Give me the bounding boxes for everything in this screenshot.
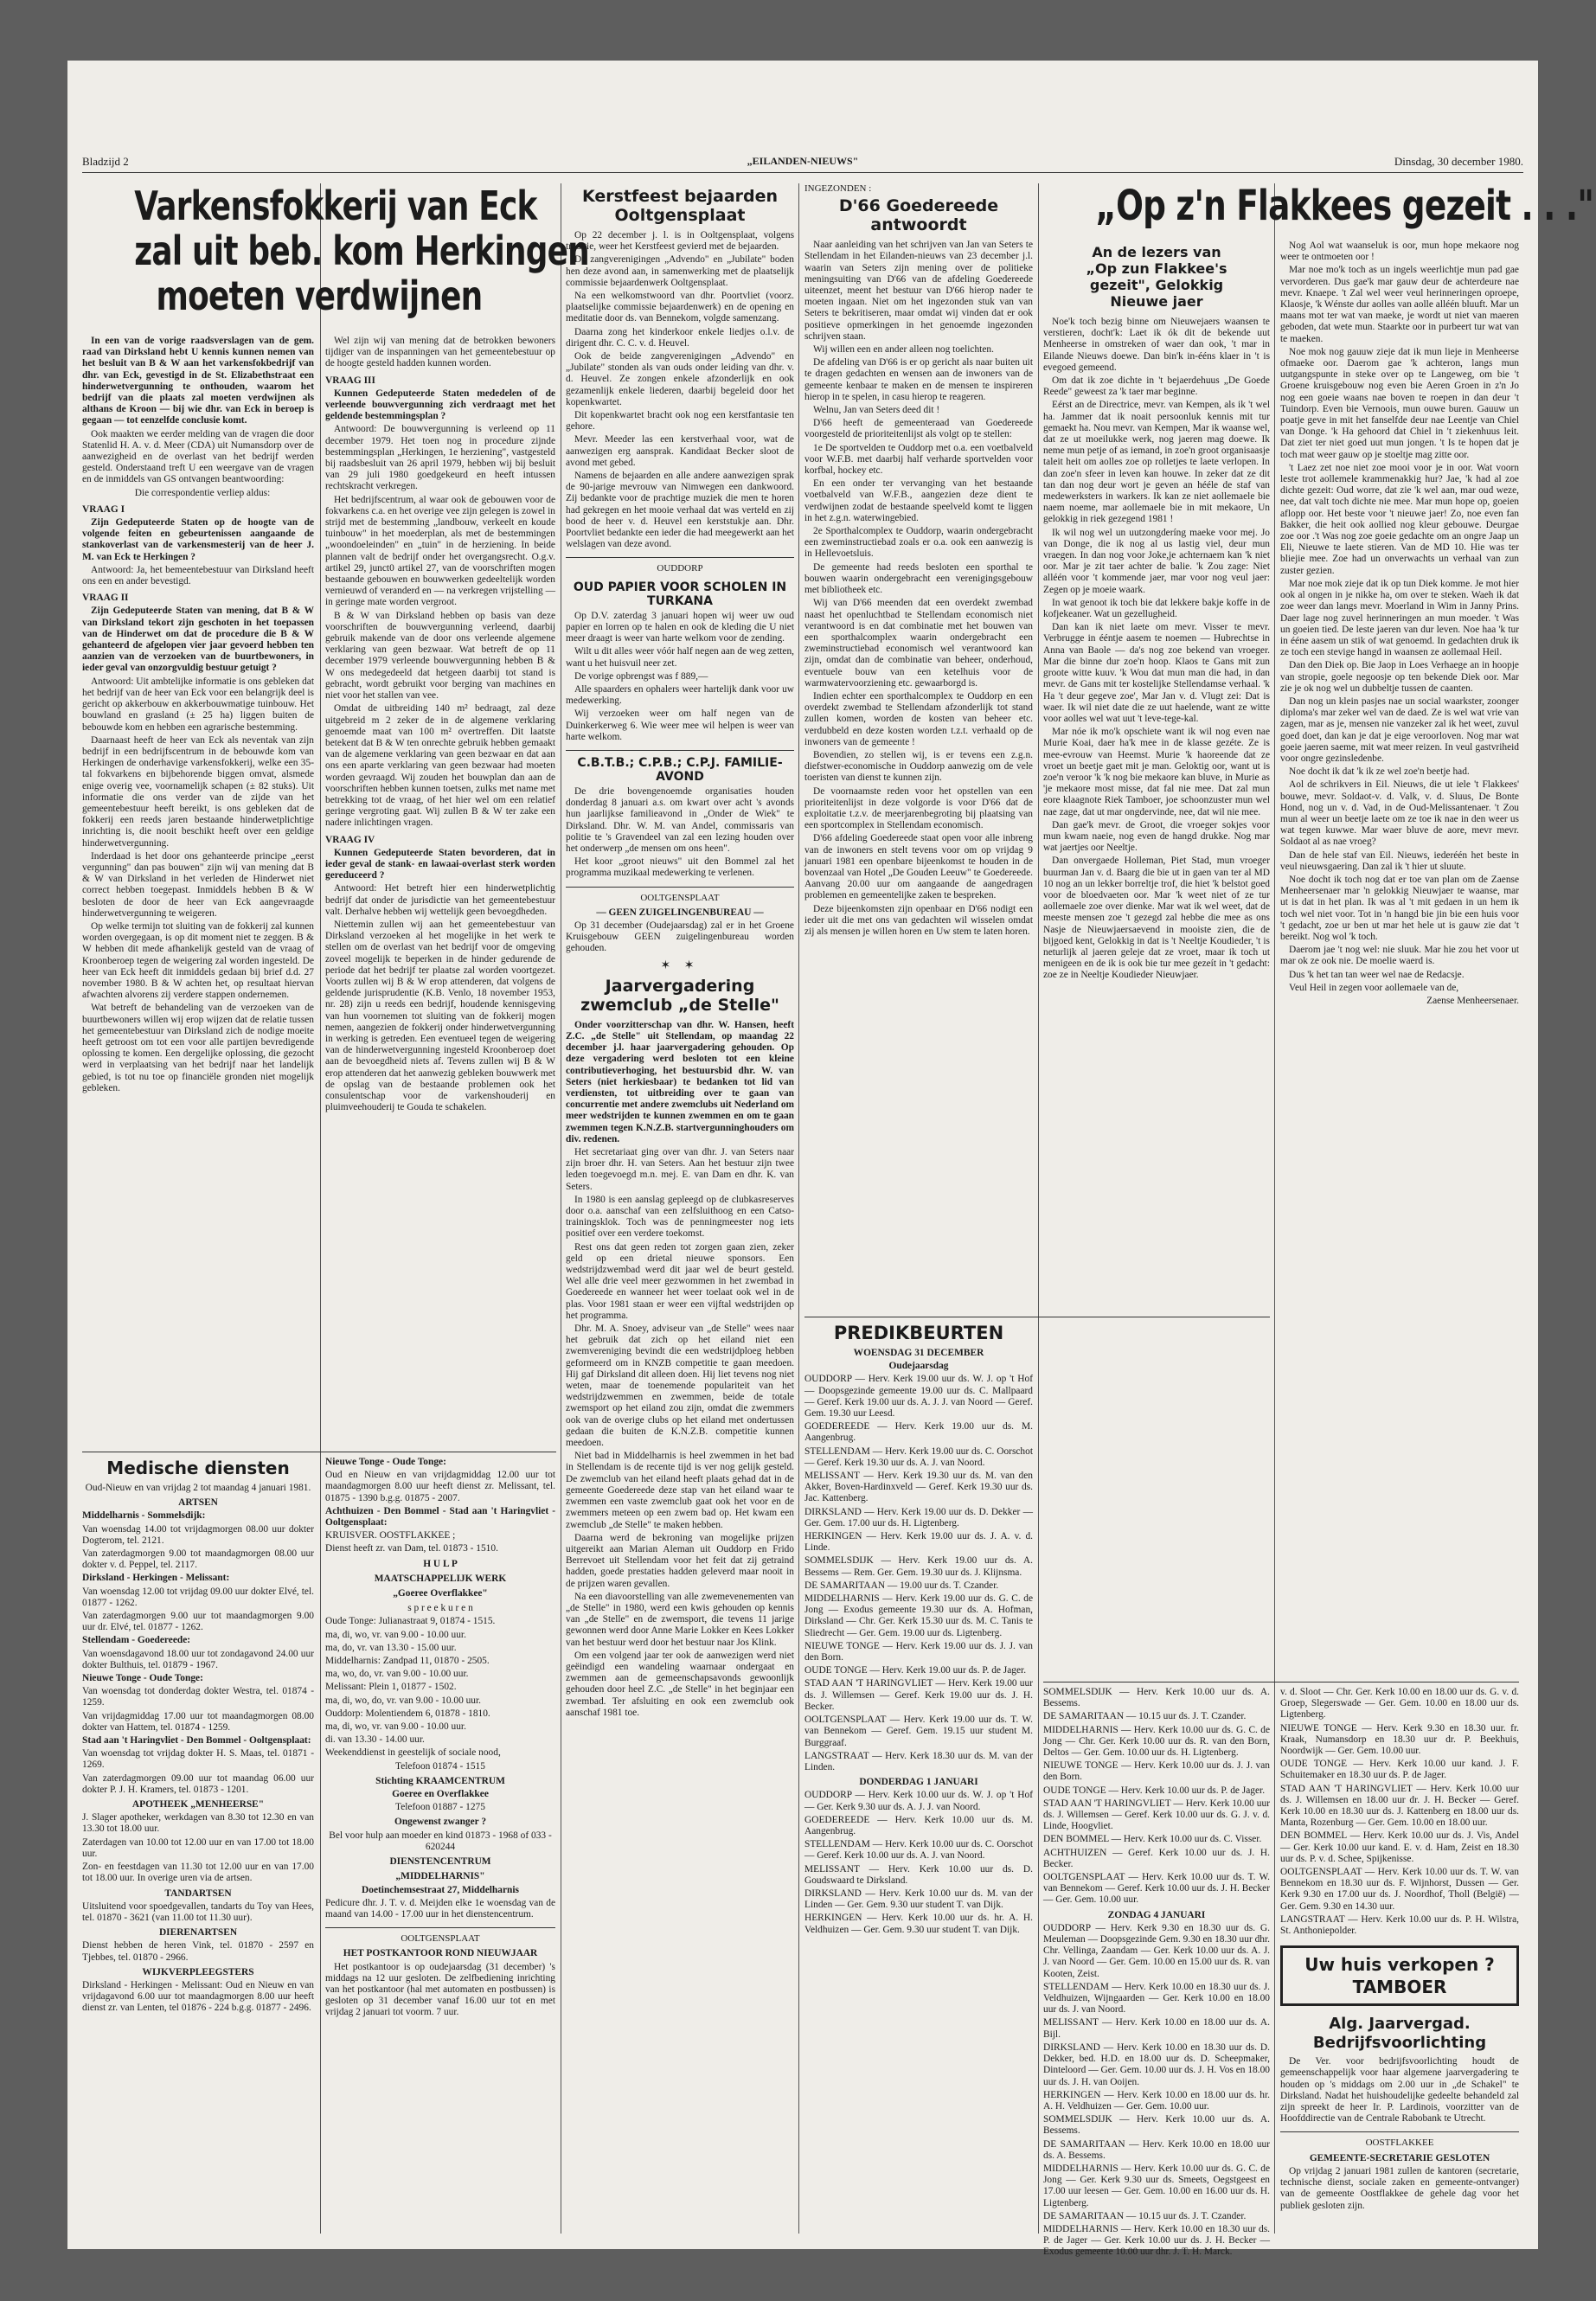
flakkees-p: Nog Aol wat waanseluk is oor, mun hope mekaore nog weer te ontmoeten oor ! (1280, 240, 1519, 263)
vraag-2-heading: VRAAG II (82, 593, 129, 604)
tandartsen-heading: TANDARTSEN (164, 1888, 232, 1899)
predik-line: LANGSTRAAT — Herv. Kerk 18.30 uur ds. M. van der Linden. (804, 1750, 1033, 1772)
column-3 (566, 183, 794, 2234)
varkens-lead: In een van de vorige raadsverslagen van de gem. raad van Dirksland hebt U kennis kunnen nemen van het besluit van B & W aan het varkensfokbedrijf van dhr. van Eck, gevestigd in de St. Elizabethstraat een hinderwetvergunning te onthouden, waarom het bedrijf van die plaats zal moeten verdwijnen als althans de Kroon — bij wie dhr. van Eck in beroep is gegaan — tot eenzelfde conclusie komt. (82, 336, 314, 426)
d66-p: Deze bijeenkomsten zijn openbaar en D'66 nodigt een ieder uit die met ons van gedachten wil wisselen omdat zij als mensen je willen horen en Uw stem te laten horen. (804, 903, 1033, 937)
vraag-2-question: Zijn Gedeputeerde Staten van mening, dat B & W van Dirksland tekort zijn geschoten in het toepassen van de Hinderwet om dat de procedure die B & W gehanteerd de afgelopen vier jaar gevoerd hebben ten aanzien van de verzoeken van de buurtbewoners, in ieder geval van onzorgvuldig bestuur getuigt ? (82, 606, 314, 674)
medische-diensten-2 (325, 1457, 555, 2235)
d66-p: Indien echter een sporthalcomplex te Ouddorp en een overdekt zwembad te Stellendam afzonderlijk tot stand zullen komen, worden de kosten van beheer etc. verdubbeld en deze kosten worden t.z.t. verhaald op de inwoners van de gemeente ! (804, 690, 1033, 747)
dierenartsen-heading: DIERENARTSEN (158, 1927, 238, 1939)
predik-line: OUDE TONGE — Herv. Kerk 10.00 uur kand. J. F. Schuitemaker en 18.30 uur ds. P. de Jager. (1280, 1759, 1519, 1781)
spreek-line: ma, di, wo, do, vr. van 9.00 - 10.00 uur. (325, 1695, 482, 1706)
dienstencentrum-address: Doetinchemsestraat 27, Middelharnis (362, 1884, 519, 1895)
kerst-p: Mevr. Meeder las een kerstverhaal voor, wat de aanwezigen erg aansprak. Kandidaat Becker sloot de avond met gebed. (566, 434, 794, 468)
flakkees-p: 't Laez zet noe niet zoe mooi voor je in oor. Wat voorn leste trot aollemele krammenakkig hur? Jae, 'k had al zoe dichte gezeit: Oud worre, dat zie 'k wel aan, mar oud weze, nee, dat valt toch dichte nie mee. Mar mun hope op, goeien aflopp oor. Het beste voor 't nieuwe jaer! Zo, noe even fan Bakker, die heit ook aollied nog kleur gebouwe. Deurgae zoe oor .'t Was nog zoe goeie gedachte om an ongre Jaap un Eli, Nieuwe te laete stieren. Van de MD 10. Hie was ter bliejie mee. Zoe had un onverwachts un verhaal van zun zuster gezien. (1280, 462, 1519, 576)
med-line: Stellendam - Goedereede: (82, 1635, 191, 1646)
artsen-heading: ARTSEN (178, 1497, 218, 1509)
d66-p: De voornaamste reden voor het opstellen van een prioriteitenlijst in deze volgorde is voor D'66 dat de exploitatie t.z.v. de meerjarenbegroting bij plaatsing van een sportcomplex in Stellendam economisch. (804, 785, 1033, 831)
med-line: Van woensdag tot donderdag dokter Westra, tel. 01874 - 1259. (82, 1686, 314, 1708)
predik-line: STELLENDAM — Herv. Kerk 10.00 en 18.30 uur ds. J. Veldhuizen, Wijngaarden — Ger. Kerk 10.00 en 18.00 uur ds. J. van Noord. (1043, 1981, 1270, 2016)
spreek-line: ma, wo, do, vr. van 9.00 - 10.00 uur. (325, 1669, 469, 1680)
alg-title-1: Alg. Jaarvergad. (1329, 2015, 1471, 2034)
vraag-3-question: Kunnen Gedeputeerde Staten mededelen of de verleende bouwvergunning zich verdraagt met het geldende bestemmingsplan ? (325, 388, 555, 422)
varkens-title-1: Varkensfokkerij van Eck (134, 183, 537, 229)
predik-line: DIRKSLAND — Herv. Kerk 10.00 uur ds. M. van der Linden — Ger. Gem. 9.30 uur student T. van Dijk. (804, 1888, 1033, 1911)
vraag-2-answer: Antwoord: Uit ambtelijke informatie is ons gebleken dat het bedrijf van de heer van Eck voor een belangrijk deel is gericht op akkerbouw en akkerbouwmatige tuinbouw. Het bouwland en grasland (± 25 ha) liggen buiten de bebouwde kom en hebben een agrarische bestemming. (82, 676, 314, 733)
predik-line: v. d. Sloot — Chr. Ger. Kerk 10.00 en 18.00 uur ds. G. v. d. Groep, Slegerswade — Ger. Gem. 10.00 en 18.00 uur ds. Ligtenberg. (1280, 1687, 1519, 1721)
med-line: Van zaterdagmorgen 9.00 uur tot maandagmorgen 9.00 uur dr. Elvé, tel. 01877 - 1262. (82, 1611, 314, 1633)
dienstencentrum-heading-2: „MIDDELHARNIS" (395, 1871, 485, 1882)
tamboer-ad (1280, 1945, 1519, 2006)
zondag-heading: ZONDAG 4 JANUARI (1107, 1909, 1206, 1920)
zwem-p: Het secretariaat ging over van dhr. J. van Seters naar zijn broer dhr. H. van Seters. Aan het bestuur zijn twee leden toegevoegd m.n. mej. E. van Dam en dhr. K. van Seters. (566, 1147, 794, 1192)
predik-line: LANGSTRAAT — Herv. Kerk 10.00 uur ds. P. H. Wilstra, St. Anthoniepolder. (1280, 1913, 1519, 1937)
predik-line: MIDDELHARNIS — Herv. Kerk 10.00 uur ds. G. C. de Jong — Ger. Kerk 9.30 uur ds. Smeets, Oegstgeest en 17.00 uur leesen — Ger. Gem. 10.00 en 16.00 uur ds. H. Ligtenberg. (1043, 2163, 1270, 2208)
woensdag-heading: WOENSDAG 31 DECEMBER (853, 1348, 984, 1358)
flakkees-p: Mar noe mok zieje dat ik op tun Diek komme. Je mot hier ook al ongen in je nikke ha, om over te steken. Waeh ik dat zoe weer dan langs mevr. Moerland in Wim in Janny Prins. Daer lage nog zuvel herinneringen an mun moeder. 't Was un goeien tied. De leste jaeren van dur leven. Noe haa 'k tur in ééne aasem un stik of wat genoemd. In gedachten druk ik ze toch een stevige hangd in waansen ze aollemaal Heil. (1280, 578, 1519, 658)
predik-line: MELISSANT — Herv. Kerk 10.00 en 18.00 uur ds. A. Bijl. (1043, 2017, 1270, 2040)
flakkees-p: Dan de hele staf van Eil. Nieuws, iederéén het beste in veul nieuwsgaering. Dan zal ik 't hier ut sluute. (1280, 849, 1519, 872)
donderdag-heading: DONDERDAG 1 JANUARI (859, 1777, 978, 1788)
predik-line: DEN BOMMEL — Herv. Kerk 10.00 uur ds. C. Visser. (1043, 1834, 1262, 1845)
vraag-4-answer: Antwoord: Het betreft hier een hinderwetplichtig bedrijf dat onder de jurisdictie van het gemeentebestuur valt. Derhalve hebben wij wettelijk geen bevoegdheden. (325, 883, 555, 917)
flakkees-p: Ik wil nog wel un uutzongderíng maeke voor mej. Jo van Donge, die ik nog al us lastig viel, deur mun vraegen. In dan nog voor Joke,je achternaem kan 'k niet oor. Mar je zit taer achter de balie. 'k Zou zage: Niet alléén voor 't kommende jaer, mar voor nog veul jaer: Zegen op je moeie waark. (1043, 527, 1270, 595)
spreek-line: di. van 13.30 - 14.00 uur. (325, 1734, 425, 1746)
d66-p: En een onder ter vervanging van het bestaande voetbalveld van W.F.B., aangezien deze dient te verdwijnen zodat de bestaande speelveld komt te liggen in het z.g.n. waterwingebied. (804, 478, 1033, 523)
predik-line: SOMMELSDIJK — Herv. Kerk 19.00 uur ds. A. Bessems — Rem. Ger. Gem. 19.30 uur ds. J. Klijnsma. (804, 1555, 1033, 1578)
vraag-1-question: Zijn Gedeputeerde Staten op de hoogte van de volgende feiten en gebeurtenissen aangaande de stankoverlast van de varkensmesterij van de heer J. M. van Eck te Herkingen ? (82, 517, 314, 562)
d66-p: 2e Sporthalcomplex te Ouddorp, waarin ondergebracht een zweminstructiebad zoals er o.a. ook een aanwezig is in Hellevoetsluis. (804, 526, 1033, 560)
flakkees-p: Noe docht ik dat 'k ik ze wel zoe'n beetje had. (1289, 766, 1470, 778)
zwem-title-1: Jaarvergadering (605, 976, 755, 996)
d66-p: 1e De sportvelden te Ouddorp met o.a. een voetbalveld voor W.F.B. met daarbij half verharde sportvelden voor korfbal, hockey etc. (804, 442, 1033, 477)
flakkees-title: „Op z'n Flakkees gezeit . . ." (1095, 182, 1594, 230)
papier-p: De vorige opbrengst was f 889,— (574, 670, 708, 682)
kraam-heading: Stichting KRAAMCENTRUM (375, 1775, 505, 1786)
d66-p: De gemeente had reeds besloten een sporthal te bouwen waarin ondergebracht een verenigingsgebouw met bibliotheek etc. (804, 561, 1033, 596)
apotheek-line: Zaterdagen van 10.00 tot 12.00 uur en van 17.00 tot 18.00 uur. (82, 1836, 314, 1859)
zuigeling-title: — GEEN ZUIGELINGENBUREAU — (596, 907, 764, 918)
kerst-p: Daarna zong het kinderkoor enkele liedjes o.l.v. de dirigent dhr. C. C. v. d. Heuvel. (566, 326, 794, 349)
kerst-p: Dit kopenkwartet bracht ook nog een kerstfantasie ten gehore. (566, 410, 794, 433)
varkens-c2p2: Het bedrijfscentrum, al waar ook de gebouwen voor de fokvarkens c.a. en het overige vee zijn gelegen is zowel in strijd met de bestemming „landbouw, verkeelt en koude tuinbouw" in het moederplan, als met de bestemmingen „woondoeleinden" en „tuin" in de herziening. In beide plannen valt de bedrijf onder het overgangsrecht. O.g.v. artikel 29, junct0 artikel 27, van de voorschriften mogen bestaande gebouwen en bouwwerken gedeeltelijk worden vernieuwd of veranderd en — na verkregen vrijstelling — in geringe mate worden vergroot. (325, 494, 555, 608)
predik-line: OOLTGENSPLAAT — Herv. Kerk 19.00 uur ds. T. W. van Bennekom — Geref. Gem. 19.15 uur student M. Burggraaf. (804, 1715, 1033, 1748)
dierenartsen-line: Dienst hebben de heren Vink, tel. 01870 - 2597 en Tjebbes, tel. 01870 - 2966. (82, 1940, 314, 1963)
spreek-line: ma, do, vr. van 13.30 - 15.00 uur. (325, 1642, 457, 1653)
varkens-title-3: moeten verdwijnen (156, 272, 483, 319)
page-date: Dinsdag, 30 december 1980. (1394, 155, 1523, 168)
kerst-p: De zangverenigingen „Advendo" en „Jubilate" boden hen deze avond aan, in samenwerking met de plaatselijk commissie bejaardenwerk Ooltgensplaat. (566, 254, 794, 288)
tandartsen-line: Uitsluitend voor spoedgevallen, tandarts du Toy van Hees, tel. 01870 - 3621 (van 11.00 tot 11.30 uur). (82, 1900, 314, 1923)
med2-line: Oud en Nieuw en van vrijdagmiddag 12.00 uur tot maandagmorgen 8.00 uur heeft dienst zr. Melissant, tel. 01875 - 1390 b.g.g. 01875 - 2007. (325, 1470, 555, 1503)
predik-line: MELISSANT — Herv. Kerk 10.00 uur ds. D. Goudswaard te Dirksland. (804, 1863, 1033, 1886)
kraam-line-2: Goeree en Overflakkee (392, 1789, 489, 1800)
kerst-title-1: Kerstfeest bejaarden (581, 187, 779, 206)
predik-line: STELLENDAM — Herv. Kerk 19.00 uur ds. C. Oorschot — Geref. Kerk 19.30 uur ds. A. J. van Noord. (804, 1445, 1033, 1468)
postkantoor-body: Het postkantoor is op oudejaarsdag (31 december) 's middags na 12 uur gesloten. De zelfbediening inrichting van het postkantoor (hal met automaten en postbussen) is gesloten op 31 december vanaf 16.00 uur tot en met vrijdag 2 januari tot voorm. 7 uur. (325, 1961, 555, 2018)
spreek-line: Ouddorp: Molentiendem 6, 01878 - 1810. (325, 1708, 490, 1719)
spreek-line: Middelharnis: Zandpad 11, 01870 - 2505. (325, 1656, 490, 1667)
papier-p: Wij verzoeken weer om half negen van de Duinkerkerweg 6. Wie weer mee wil helpen is weer van harte welkom. (566, 708, 794, 742)
spreek-line: Weekenddienst in geestelijk of sociale nood, (325, 1747, 501, 1759)
vraag-1-heading: VRAAG I (82, 503, 125, 515)
column-5 (1043, 240, 1270, 1683)
d66-p: Wij van D'66 meenden dat een overdekt zwembad naast het openluchtbad te Stellendam economisch niet verantwoord is en dat combinatie met het bouwen van een sporthalcomplex waarin ondergebracht een zweminstructiebad economisch wel verantwoord kan zijn, omdat dan de combinatie van beheer, onderhoud, eventuele bouw van een ketelhuis voor de warmwatervoorziening etc. gewaarborgd is. (804, 598, 1033, 689)
predik-line: STAD AAN 'T HARINGVLIET — Herv. Kerk 10.00 uur ds. J. Willemsen en 18.00 uur dr. J. H. Becker — Geref. Kerk 10.00 en 18.30 uur ds. J. Kattenberg en 18.00 uur ds. Manta, Rozenburg — Ger. Gem. 10.00 en 18.00 uur. (1280, 1783, 1519, 1829)
varkens-p5: Op welke termijn tot sluiting van de fokkerij zal kunnen worden overgegaan, is op dit moment niet te zeggen. B & W hebben dit mede afhankelijk gesteld van de vraag of Kroonberoep tegen de weigering zal worden ingesteld. De heer van Eck heeft dit inmiddels gedaan bij brief d.d. 27 november 1980. B & W achten het, op resultaat hiervan afwachten alvorens zij verdere stappen ondernemen. (82, 920, 314, 1001)
med-line: Van zaterdagmorgen 09.00 uur tot maandag 06.00 uur dokter P. J. H. Kramers, tel. 01873 - 1201. (82, 1772, 314, 1795)
flakkees-p: Mar noe mo'k toch as un ingels weerlichtje mun pad gae vervorderen. Dus gae'k mar gauw deur de achterdeure nae mevr. Knaepe. 't Zal wel weer veul herinneringen oproepe, Klaosje, 'k Wénste dur aolles van aolle alléén bluuft. Mar un maans mot ter wat van maeke, je wordt ut niet van maeren geboden, dat wete mun. Staarkte oor in purbeert tur wat van te maeken. (1280, 265, 1519, 344)
spreek-line: Melissant: Plein 1, 01877 - 1502. (325, 1682, 457, 1693)
hulp-heading: H U L P (423, 1558, 458, 1569)
apotheek-heading: APOTHEEK „MENHEERSE" (131, 1799, 265, 1811)
predik-line: OOLTGENSPLAAT — Herv. Kerk 10.00 uur ds. T. W. van Bennekom en 18.30 uur ds. F. Wijnhorst, Dussen — Ger. Kerk 9.30 en 17.00 uur ds. J. Noordhof, Tholl (België) — Ger. Gem. 9.30 en 14.30 uur. (1280, 1867, 1519, 1912)
flakkees-p: Dan gae'k mevr. de Groot, die vroeger sokjes voor mun kwam naeie, nog even de hangd drukke. Nog mar wat jaertjes oor Neeltje. (1043, 819, 1270, 854)
papier-p: Wilt u dit alles weer vóór half negen aan de weg zetten, want u het huisvuil neer zet. (566, 646, 794, 669)
flakkees-p: Dan nog un klein pasjes nae un social waarkster, zoonger diploma's mar zeker wel van de daed. Ze is wel wat vrie van zagen, mar as je, mensen nie vanzeker zal ik het weet, zuvul goed doet, dan kan je dat je eige veroorloven. Nog mar wat goeie jaeren saeme, mit wat meer reizen. In veul gastvriheid voor ongre gezinsledenbe. (1280, 695, 1519, 764)
vraag-4-heading: VRAAG IV (325, 834, 375, 845)
flakkees-p: Dan kan ik niet laete om mevr. Visser te mevr. Verbrugge in ééntje aasem te noemen — Hubrechtse in Anna van Baole — da's nog zoe bekend van vroeger. Mar die binne dur zoe'n hoop. Klaos te Gans mit zun groote witte kuuv. 'k Wou dat mun man die had, in dan mevr. de Gans mit ter kostelijke Stellendamse verhaal. 'k Ha 't deur gegeve zoe', Mar Jan v. d. Vlugt zei: Dat is waer. Ik wil niet date die ze uut haelende, want ze witte voor aolles wel wat uut 't leve-tege-kal. (1043, 622, 1270, 724)
zwanger-line: Bel voor hulp aan moeder en kind 01873 - 1968 of 033 - 620244 (329, 1830, 552, 1852)
med2-line: Achthuizen - Den Bommel - Stad aan 't Haringvliet - Ooltgensplaat: (325, 1505, 555, 1529)
d66-p: D'66 afdeling Goedereede staat open voor alle inbreng van de inwoners en stelt tevens voor om op vrijdag 9 januari 1981 een openbare bijeenkomst te houden in de bovenzaal van Hotel „De Gouden Leeuw" te Goedereede. Aanvang 20.00 uur om aangaande de aangedragen problemen en gemeentelijke zaken te bespreken. (804, 833, 1033, 901)
dienstencentrum-line: Pedicure dhr. J. T. v. d. Meijden elke 1e woensdag van de maand van 14.00 - 17.00 uur in het dienstencentrum. (325, 1897, 555, 1920)
apotheek-line: Zon- en feestdagen van 11.30 tot 12.00 uur en van 17.00 tot 18.00 uur. In overige uren via de artsen. (82, 1862, 314, 1884)
med2-line: KRUISVER. OOSTFLAKKEE ; (325, 1530, 456, 1541)
med-line: Middelharnis - Sommelsdijk: (82, 1510, 206, 1522)
flakkees-p: Daerom jae 't nog wel: nie sluuk. Mar hie zou het voor ut mar ok ze ook nie. De moelie waerd is. (1280, 945, 1519, 967)
varkens-p3: Daarnaast heeft de heer van Eck als neventak van zijn bedrijf in een bedrijfscentrum in de bebouwde kom van Herkingen de onderhavige varkensfokkerij, welke een 35-tal fokvarkens en bijbehorende biggen omvat, alsmede enige overig vee, voornamelijk schapen (± 82 stuks). Uit informatie die ons verder van de zijde van het gemeentebestuur heeft bereikt, is ons gebleken dat de fokkerij een reeds jaren bestaande hinderwetplichtige inrichting is, die nooit beschikt heeft over een geldige hinderwetvergunning. (82, 734, 314, 849)
flakkees-p: Dan onvergaede Holleman, Piet Stad, mun vroeger buurman Jan v. d. Baarg die bie ut in gaen van ter al MD 10 nog an un lekker borreltje trof, die hiet 'k belstot goed voor de bloedvaeten oor. Mar 'k weet niet of ze tur aollemaele zoe over dienke. Mar wat ik wel weet, dat de meeste mensen zoe 't gezegd zal hebbe die mee as ons Nasje de Nieuwjaersaevend in mooiste zien, die de bijgoed kent, Gelokkig in dat is 't Neeltje Koudieder, 't is neturlijk al jaeren geleje dat ze vroet, maar ik toch ut menigeen en de ik is ook bie tur mee gezeít in 't gedacht: zoe ze in Neeltje Koudieder Nieuwjaer. (1043, 856, 1270, 981)
newspaper-page (67, 61, 1594, 2258)
d66-p: Welnu, Jan van Seters deed dit ! (813, 405, 940, 416)
zwem-p: Na een diavoorstelling van alle zwemevenementen van „de Stelle" in 1980, werd een kwis gehouden op kennis van „de Stelle" en de zwemsport, die tevens 11 jarige gewonnen werd door Anne Marie Lokker en Kees Lokker van het bestuur werd door het bestuur naar Jos Klink. (566, 1591, 794, 1648)
predik-line: HERKINGEN — Herv. Kerk 10.00 uur ds. hr. A. H. Veldhuizen — Ger. Gem. 9.30 uur student T. van Dijk. (804, 1913, 1033, 1935)
spreekuren-heading: s p r e e k u r e n (407, 1603, 473, 1614)
predik-line: SOMMELSDIJK — Herv. Kerk 10.00 uur ds. A. Bessems. (1043, 2114, 1270, 2137)
vraag-3-heading: VRAAG III (325, 375, 375, 386)
med-line: Van woensdag 12.00 tot vrijdag 09.00 uur dokter Elvé, tel. 01877 - 1262. (82, 1586, 314, 1608)
alg-title-2: Bedrijfsvoorlichting (1312, 2034, 1487, 2053)
flakkees-sub-4: Nieuwe jaer (1110, 293, 1203, 310)
flakkees-p: Aol de schrikvers in Eil. Nieuws, die ut iele 't Flakkees' bouwe, mevr. Soldaot-v. d. Valk, v. d. Sluus, De Bonte Hond, nog un v. d. Vad, in de Oud-Melissantenaer. 't Zou mun al weer un beetje laete om ze toe ik nae in den weer us wat tegen kuwwe. Mar waer bluve de aore, mevr mevr. Soldaot al as nae vroeg? (1280, 779, 1519, 848)
predik-line: GOEDEREEDE — Herv. Kerk 10.00 uur ds. M. Aangenbrug. (804, 1814, 1033, 1836)
flakkees-p: Noe mok nog gauuw zieje dat ik mun lieje in Menheerse ofmaeke oor. Daerom gae 'k achteron, langs mun uutgangspunte in steke over op te Langeweg, om bie 't Groene kruisgebouw nog even bie Aeren Groen in z'n Jo nog een goeie waans nae boven te roepen in dan deur 't Tuindorp. Even bie Vernoois, mun ouwe buren. Gauuw un poatje geve in mit het fanselfde deur nae Leentje van Chiel van Donge. 'k Ha gehoord dat Chiel in 't ziekenhuus leit. Dat ziet ter niet goed uut mun jongen. 't Is te hopen dat je toch mat weer gauw op je stoeltje mag zitte oor. (1280, 346, 1519, 460)
predik-line: NIEUWE TONGE — Herv. Kerk 19.00 uur ds. J. J. van den Born. (804, 1640, 1033, 1663)
papier-p: Alle spaarders en ophalers weer hartelijk dank voor uw medewerking. (566, 683, 794, 707)
flakkees-p: Om dat ik zoe dichte in 't bejaerdehuus „De Goede Reede" geweest za 'k taer mar beginne. (1043, 375, 1270, 398)
med-line: Nieuwe Tonge - Oude Tonge: (82, 1673, 203, 1684)
medische-title: Medische diensten (106, 1458, 290, 1478)
predik-line: DE SAMARITAAN — 10.15 uur ds. J. T. Czander. (1043, 2210, 1247, 2221)
varkens-c2p1: Wel zijn wij van mening dat de betrokken bewoners tijdiger van de inspanningen van het gemeentebestuur op de hoogte gesteld hadden kunnen worden. (325, 336, 555, 369)
spreek-line: ma, di, wo, vr. van 9.00 - 10.00 uur. (325, 1629, 466, 1640)
d66-title-1: D'66 Goedereede (838, 196, 999, 216)
wijk-line: Dirksland - Herkingen - Melissant: Oud en Nieuw en van vrijdagavond 6.00 uur tot maandagmorgen 8.00 uur heeft dienst zr. van Lenten, tel 01876 - 224 b.g.g. 01877 - 2496. (82, 1979, 314, 2014)
flakkees-sub-1: An de lezers van (1092, 244, 1221, 260)
med2-line: Nieuwe Tonge - Oude Tonge: (325, 1457, 446, 1467)
kraam-line-3: Telefoon 01887 - 1275 (395, 1802, 485, 1813)
d66-kicker: INGEZONDEN : (804, 183, 872, 194)
tamboer-ad-line-1: Uw huis verkopen ? (1304, 1954, 1495, 1976)
med-line: Dirksland - Herkingen - Melissant: (82, 1573, 230, 1584)
predik-line: DEN BOMMEL — Herv. Kerk 10.00 uur ds. J. Vis, Andel — Ger. Kerk 10.00 uur kand. E. v. d. Ham, Zeist en 18.30 uur ds. P. v. d. Schee, Spijkenisse. (1280, 1830, 1519, 1864)
predik-line: HERKINGEN — Herv. Kerk 10.00 en 18.00 uur ds. hr. A. H. Veldhuizen — Ger. Gem. 10.00 uur. (1043, 2089, 1270, 2112)
varkens-title-2: zal uit beb. kom Herkingen (134, 228, 589, 274)
flakkees-p: Mar nóe ik mo'k opschiete want ik wil nog even nae Murie Koai, daer ha'k mee in de klasse gezéte. Ze is mee-evrouw van Heemst. Murie 'k haoreende dat ze vroet un beetje gaet mit je man. Geloktig oor, want ut is zoe'n veroor 'k 'k nog bie mekaore kan bluve, in Murie as 'je mekaore most misse, dat fal nie mee. Dat zal mun eore klaagnote Riek Tamboer, joe schoonzuster mun wel nae zage, dat ut mar ongdervinde, nee, dat wil nie mee. (1043, 727, 1270, 817)
column-6 (1280, 240, 1519, 1330)
predikbeurten-2 (1043, 1687, 1270, 2258)
vraag-3-answer: Antwoord: De bouwvergunning is verleend op 11 december 1979. Het toen nog in procedure zijnde bestemmingsplan „Herkingen, 1e herziening", vastgesteld bij raadsbesluit van 26 april 1979, hebben wij bij besluit van 29 juli 1980 goedgekeurd en heeft intussen rechtskracht verkregen. (325, 424, 555, 492)
zuigeling-kicker: OOLTGENSPLAAT (640, 892, 720, 903)
alg-body: De Ver. voor bedrijfsvoorlichting houdt de gemeenschappelijk voor haar algemene jaarvergadering te houden op 's middags om 2.00 uur in „de Schakel" te Dirksland. Nadat het huishoudelijke gedeelte behandeld zal zijn spreekt de heer Ir. P. Lardinois, voorzitter van de Hoofddirectie van de Centrale Rabobank te Utrecht. (1280, 2056, 1519, 2125)
predik-line: OUDE TONGE — Herv. Kerk 10.00 uur ds. P. de Jager. (1043, 1785, 1266, 1796)
flakkees-p: Noe'k toch bezig binne om Nieuwejaers waansen te verstieren, docht'k: Laet ik ók dit de bekende uut Menheerse in omstreken of waer dan ook, 't mar in Eilande Nieuws doewe. Dan bin'k in-ééns klaer in 't is evegoed gemeend. (1043, 317, 1270, 373)
oost-body: Op vrijdag 2 januari 1981 zullen de kantoren (secretarie, technische dienst, sociale zaken en gemeente-ontvanger) van de gemeente Oostflakkee de gehele dag voor het publiek gesloten zijn. (1280, 2165, 1519, 2211)
predik-line: OUDDORP — Herv. Kerk 10.00 uur ds. W. J. op 't Hof — Ger. Kerk 9.30 uur ds. A. J. J. van Noord. (804, 1790, 1033, 1812)
hulp-heading-3: „Goeree Overflakkee" (393, 1588, 488, 1599)
flakkees-p: Noe docht ik toch nog dat er toe van plan om de Zaense Menheersenaer mar 'n gelokkig Nieuwjaer te waanse, mar ut is dat in het plan. Ik was al 't mit gedaen in un hem ik toch wel niet voor. Tot in 'n hangd bie jin bie een huis voor 't gedacht, zoe ur ben ut mar het hele ut is gauw zie dat 't bereikt. Nog wol 'k toch. (1280, 874, 1519, 942)
postkantoor-kicker: OOLTGENSPLAAT (401, 1933, 480, 1945)
med-line: Van vrijdagmiddag 17.00 uur tot maandagmorgen 08.00 dokter van Hattem, tel. 01874 - 1259. (82, 1710, 314, 1733)
med-line: Van woensdag tot vrijdag dokter H. S. Maas, tel. 01871 - 1269. (82, 1748, 314, 1771)
predik-line: MELISSANT — Herv. Kerk 19.30 uur ds. M. van den Akker, Boven-Hardinxveld — Geref. Kerk 19.30 uur ds. Jac. Kattenberg. (804, 1471, 1033, 1504)
star-divider-icon: ✶ ✶ (660, 958, 700, 972)
predik-line: MIDDELHARNIS — Herv. Kerk 19.00 uur ds. G. C. de Jong — Exodus gemeente 19.30 uur ds. A. Hofman, Dirksland — Chr. Ger. Kerk 15.30 uur ds. M. C. Tanis te Sliedrecht — Ger. Gem. 19.00 uur ds. Ligtenberg. (804, 1593, 1033, 1638)
medische-intro: Oud-Nieuw en van vrijdag 2 tot maandag 4 januari 1981. (85, 1483, 311, 1493)
spreek-line: Oude Tonge: Julianastraat 9, 01874 - 1515. (325, 1616, 496, 1627)
predik-line: DE SAMARITAAN — 19.00 uur ds. T. Czander. (804, 1580, 999, 1591)
dienstencentrum-heading: DIENSTENCENTRUM (389, 1856, 491, 1868)
spreek-line: ma, di, wo, vr. van 9.00 - 10.00 uur. (325, 1721, 466, 1733)
predik-line: OUDE TONGE — Herv. Kerk 19.00 uur ds. P. de Jager. (804, 1665, 1027, 1676)
predik-line: STAD AAN 'T HARINGVLIET — Herv. Kerk 19.00 uur ds. J. Willemsen — Geref. Kerk 19.00 uur ds. J. H. Becker. (804, 1678, 1033, 1712)
d66-p: Naar aanleiding van het schrijven van Jan van Seters te Stellendam in het Eilanden-nieuws van 23 december j.l. waarin van Seters zijn mening over de politieke meningsuiting van D'66 van de afdeling Goedereede uiteenzet, meent het bestuur van D'66 hierop nader te moeten ingaan. Niet om het ingezonden stuk van van Seters te bekritiseren, maar omdat wij vinden dat er ook positieve opmerkingen in het genoemde ingezonden schrijven staan. (804, 240, 1033, 342)
varkens-p2: Die correspondentie verliep aldus: (134, 487, 271, 498)
predik-line: NIEUWE TONGE — Herv. Kerk 10.00 uur ds. J. J. van den Born. (1043, 1760, 1270, 1783)
varkens-c2p5: Niettemin zullen wij aan het gemeentebestuur van Dirksland verzoeken al het mogelijke in het werk te stellen om de overlast van het bedrijf voor de omgeving zoveel mogelijk te beperken in de hinder gedurende de periode dat het bedrijf ter plaatse zal worden voortgezet. Voorts zullen wij B & W erop attenderen, dat volgens de geldende jurisprudentie (K.B. Venlo, 18 november 1953, nr. 28) zijn u reeds een bedrijf, houdende kennisgeving van hun voornemen tot sluiting van de fokkerij mogen nemen, aangezien de fokkerij onder hinderwetvergunning in werking is getreden. Een eventueel tegen de weigering van de hinderwetvergunning ingesteld Kroonberoep doet aan de bevoegdheid niets af. Tevens zullen wij B & W erop attenderen dat het aanwezig gebleken bouwwerk met de opslag van de bestaande problemen ook het consulentschap voor de varkenshouderij en pluimveehouderij te Gouda te schakelen. (325, 919, 555, 1113)
flakkees-p: Veul Heil in zegen voor aollemaele van de, (1289, 982, 1459, 993)
d66-p: Wij willen een en ander alleen nog toelichten. (813, 344, 994, 356)
kerst-p: Ook de beide zangverenigingen „Advendo" en „Jubilate" stonden als van ouds onder leiding van dhr. v. d. Heuvel. Ze zongen enkele afzonderlijk en ook gezamenlijk enkele liederen, daarbij begeleid door het kopenkwartet. (566, 351, 794, 407)
tamboer-ad-line-2: TAMBOER (1352, 1977, 1447, 1998)
kerst-p: Namens de bejaarden en alle andere aanwezigen sprak de 90-jarige mevrouw van Nimwegen een dankwoord. Zij bedankte voor de prachtige muziek die men te horen had gekregen en het mooie verhaal dat was verteld en zij bood de heer v. d. Heuvel een kerststukje aan. Dhr. Poortvliet bedankte een ieder die had meegewerkt aan het welslagen van deze avond. (566, 471, 794, 550)
paper-title: „EILANDEN-NIEUWS" (747, 155, 859, 167)
column-6-lower (1280, 1687, 1519, 2234)
kerst-title-2: Ooltgensplaat (614, 206, 746, 225)
med-line: Van zaterdagmorgen 9.00 tot maandagmorgen 08.00 uur dokter v. d. Peppel, tel. 2117. (82, 1548, 314, 1571)
oudejaarsdag-heading: Oudejaarsdag (888, 1361, 949, 1372)
flakkees-p: Dus 'k het tan tan weer wel nae de Redacsje. (1289, 969, 1465, 980)
zuigeling-body: Op 31 december (Oudejaarsdag) zal er in het Groene Kruisgebouw GEEN zuigelingenbureau worden gehouden. (566, 920, 794, 954)
familieavond-p: Het koor „groot nieuws" uit den Bommel zal het programma muzikaal medewerking te verlenen. (566, 856, 794, 879)
med2-line: Dienst heeft zr. van Dam, tel. 01873 - 1510. (325, 1543, 498, 1554)
predik-line: STAD AAN 'T HARINGVLIET — Herv. Kerk 10.00 uur ds. J. Willemsen — Geref. Kerk 10.00 uur ds. G. J. v. d. Linde, Hoogvliet. (1043, 1798, 1270, 1832)
postkantoor-title: HET POSTKANTOOR ROND NIEUWJAAR (343, 1948, 538, 1959)
flakkees-signature: Zaense Menheersenaer. (1426, 996, 1519, 1006)
predik-line: OOLTGENSPLAAT — Herv. Kerk 10.00 uur ds. T. W. van Bennekom — Geref. Kerk 10.00 uur ds. J. H. Becker — Ger. Gem. 10.00 uur. (1043, 1872, 1270, 1906)
flakkees-sub-2: „Op zun Flakkee's (1086, 260, 1227, 277)
predik-line: OUDDORP — Herv. Kerk 9.30 en 18.30 uur ds. G. Meuleman — Doopsgezinde Gem. 9.30 en 18.30 uur dhr. Chr. Vellinga, Zaandam — Ger. Kerk 10.00 uur ds. A. J. J. van Noord — Ger. Gem. 10.00 en 15.00 uur ds. R. van Kooten, Zeist. (1043, 1922, 1270, 1979)
predik-line: STELLENDAM — Herv. Kerk 10.00 uur ds. C. Oorschot — Geref. Kerk 10.00 uur ds. A. J. van Noord. (804, 1839, 1033, 1862)
oost-title: GEMEENTE-SECRETARIE GESLOTEN (1309, 2152, 1490, 2163)
kerst-p: Na een welkomstwoord van dhr. Poortvliet (voorz. plaatselijke commissie bejaardenwerk) en de opening en meditatie door ds. van Bennekom, volgde samenzang. (566, 291, 794, 324)
predik-line: OUDDORP — Herv. Kerk 19.00 uur ds. W. J. op 't Hof — Doopsgezinde gemeente 19.00 uur ds. C. Mallpaard — Geref. Kerk 19.00 uur ds. A. J. J. van Noord — Geref. Gem. 19.30 uur Leesd. (804, 1374, 1033, 1420)
zwem-p: Daarna werd de bekroning van mogelijke prijzen uitgereikt aan Marian Aleman uit Ouddorp en Frido Berrevoet uit Stellendam voor het feit dat zij getraind hadden, goede prestaties hadden geleverd maar nooit in de prijzen waren gevallen. (566, 1532, 794, 1589)
zwanger-heading: Ongewenst zwanger ? (394, 1817, 487, 1828)
papier-kicker: OUDDORP (657, 563, 703, 574)
vraag-1-answer: Antwoord: Ja, het bemeentebestuur van Dirksland heeft ons een en ander bevestigd. (82, 564, 314, 587)
oost-kicker: OOSTFLAKKEE (1365, 2138, 1434, 2149)
column-1 (82, 336, 314, 1447)
predik-line: MIDDELHARNIS — Herv. Kerk 10.00 uur ds. G. C. de Jong — Chr. Ger. Kerk 10.00 uur ds. R. van den Born, Deltos — Ger. Gem. 10.00 uur ds. H. Ligtenberg. (1043, 1724, 1270, 1759)
predik-line: NIEUWE TONGE — Herv. Kerk 9.30 en 18.30 uur. fr. Kraak, Numansdorp en 18.30 uur dr. P. Beekhuis, Noordwijk — Ger. Gem. 10.00 uur. (1280, 1722, 1519, 1757)
familieavond-title: C.B.T.B.; C.P.B.; C.P.J. FAMILIE-AVOND (577, 755, 783, 784)
flakkees-p: Eérst an de Directrice, mevr. van Kempen, als ik 't wel ha. Jammer dat ik noait persoonluk kennis mit tur gemaekt ha. Nou mevr. van Kempen, Mar ik waanse wel, dat ze ut moeilukke werk, nog jaeren mag doewe. Ik neme mun petje of as iemand, in zoe'n groot organisaasje taleit heit om aolles zoe op rolletjes te laete verlopen. In dan zoe'n sfeer in leven kan houwe. In zeker dat ze dit tan dan nog deur wort je geven an hééle de staf van medewerksters in warkers. Ik kan ze niet aollemaele bie naem noeme, mar aollemaele bie in mit mekaore, Un gelokkig in riek gezegend 1981 ! (1043, 400, 1270, 525)
kerst-p: Op 22 december j. l. is in Ooltgensplaat, volgens traditie, weer het Kerstfeest gevierd met de bejaarden. (566, 230, 794, 253)
predik-line: GOEDEREEDE — Herv. Kerk 19.00 uur ds. M. Aangenbrug. (804, 1421, 1033, 1444)
papier-title: OUD PAPIER VOOR SCHOLEN IN TURKANA (573, 580, 787, 608)
varkens-c2p3: B & W van Dirksland hebben op basis van deze voorschriften de bouwvergunning verleend, daarbij gebruik makende van de door ons verleende algemene verklaring van geen bezwaar. Wat betreft de op 11 december 1979 verleende bouwvergunning hebben B & W ons medegedeeld dat hetgeen daarbij tot stand is gebracht, wordt gebruikt voor berging van machines en niet voor het stallen van vee. (325, 610, 555, 702)
medische-diensten (82, 1457, 314, 2235)
predikbeurten-title: PREDIKBEURTEN (833, 1323, 1004, 1343)
med-line: Stad aan 't Haringvliet - Den Bommel - Ooltgensplaat: (82, 1735, 311, 1747)
hulp-heading-2: MAATSCHAPPELIJK WERK (374, 1573, 507, 1584)
zwem-title-2: zwemclub „de Stelle" (580, 995, 779, 1015)
page-number: Bladzijd 2 (82, 155, 129, 168)
flakkees-sub-3: gezeit", Gelokkig (1089, 277, 1224, 293)
predikbeurten (804, 1322, 1033, 2234)
med-line: Van woensdag 14.00 tot vrijdagmorgen 08.00 uur dokter Dogterom, tel. 2121. (82, 1523, 314, 1546)
med-line: Van woensdagavond 18.00 uur tot zondagavond 24.00 uur dokter Bulthuis, tel. 01879 - 1967. (82, 1648, 314, 1670)
apotheek-line: J. Slager apotheker, werkdagen van 8.30 tot 12.30 en van 13.30 tot 18.00 uur. (82, 1812, 314, 1835)
varkens-c2p4: Omdat de uitbreiding 140 m² bedraagt, zal deze uitgebreid m 2 zeker de in de algemene verklaring genoemde maat van 100 m² overtreffen. Dit laatste betekent dat B & W ten onrechte gebruik hebben gemaakt van de algemene verklaring van geen bezwaar en dat aan ons een aparte verklaring van geen bezwaar had moeten worden gevraagd. Wij zouden het bouwplan dan aan de voorschriften hebben kunnen toetsen, zulks met name met betrekking tot de vraag, of het hier wel om een relatief geringe vergroting gaat. Wij zullen B & W ter zake een nadere inlichtingen vragen. (325, 703, 555, 829)
predik-line: DIRKSLAND — Herv. Kerk 19.00 uur ds. D. Dekker — Ger. Gem. 17.00 uur ds. H. Ligtenberg. (804, 1506, 1033, 1529)
zwem-p: In 1980 is een aanslag gepleegd op de clubkasreserves door o.a. aanschaf van een zelfsluithoog en een Catso-trainingsklok. Toch was de penningmeester nog iets positief over een verdere toekomst. (566, 1194, 794, 1240)
d66-p: D'66 heeft de gemeenteraad van Goedereede voorgesteld de prioriteitenlijst als volgt op te stellen: (804, 418, 1033, 440)
page-header (82, 151, 1523, 173)
predik-line: DE SAMARITAAN — Herv. Kerk 10.00 en 18.00 uur ds. A. Bessems. (1043, 2138, 1270, 2161)
vraag-4-question: Kunnen Gedeputeerde Staten bevorderen, dat in ieder geval de stank- en lawaai-overlast sterk worden gereduceerd ? (325, 847, 555, 881)
predik-line: ACHTHUIZEN — Geref. Kerk 10.00 uur ds. J. H. Becker. (1043, 1847, 1270, 1869)
varkens-p4: Inderdaad is het door ons gehanteerde principe „eerst vergunning" dan pas bouwen" zijn wij van mening dat B & W van Dirksland in het verleden de Hinderwet niet correct hebben toegepast. Inmiddels hebben B & W besloten de door de heer van Eck aangevraagde hinderwetvergunning te weigeren. (82, 850, 314, 919)
flakkees-p: In wat genoot ik toch bie dat lekkere bakje koffe in de kofjekeaner. Wat un gezellugheid. (1043, 597, 1270, 620)
d66-p: De afdeling van D'66 is er op gericht als naar buiten uit te dragen gedachten en wensen aan de inwoners van de gemeente kenbaar te maken en de mensen te inspireren hierop in te spelen, in casu hierop te reageren. (804, 357, 1033, 402)
zwem-p: Om een volgend jaar ter ook de aanwezigen werd niet geëindigd een wandeling waarnaar ondergaat en zwemmen aan de gemeenschapsavonds gewoonlijk gehouden door heel Z.C. „de Stelle" in het beginjaar een zwembad. Ter afsluiting en ook een zwemclub ook aanschaf 1981 toe. (566, 1650, 794, 1718)
varkens-p6: Wat betreft de behandeling van de verzoeken van de buurtbewoners willen wij erop wijzen dat de relatie tussen het gemeentebestuur van Dirksland zich de nodige moeite heeft getroost om tot een voor alle partijen bevredigende oplossing te komen. Een dergelijke oplossing, die gezocht werd in verplaatsing van het bedrijf naar het landelijk gebied, is tot nu toe op financiële gronden niet mogelijk gebleken. (82, 1003, 314, 1093)
zwem-p: Rest ons dat geen reden tot zorgen gaan zien, zeker geld op een drietal nieuwe sponsors. Een wedstrijdzwembad werd dit jaar wel de beurt gesteld. Wel alle drie veel meer gezwommen in het zwembad in Goedereede en wanneer het weer toelaat ook wel in de plas. Voor 1981 staan er weer een vijftal wedstrijden op het programma. (566, 1241, 794, 1321)
papier-p: Op D.V. zaterdag 3 januari hopen wij weer uw oud papier en lorren op te halen en ook de kleding die U niet meer draagt is weer van harte welkom voor de zending. (566, 610, 794, 644)
zwem-p: Niet bad in Middelharnis is heel zwemmen in het bad in Stellendam is de recente tijd is ver nog gelijk gesteld. De zwemclub van het eiland heeft plaats gehad dat in de gemeente Goedereede deze stap van het eiland waar te zwemmen een vaste zwemclub gaat ook het voor en de zwemmers meteen op een zwem bad op. Het kwam een zwemclub „de Stelle" te maken hebben. (566, 1451, 794, 1530)
familieavond-p: De drie bovengenoemde organisaties houden donderdag 8 januari a.s. om kwart over acht 's avonds hun jaarlijkse familieavond in „Onder de Wiek" te Dirksland. Dhr. W. M. van Andel, commissaris van politie te 's Gravendeel van zal een lezing houden over het onderwerp „de mensen om ons heen". (566, 785, 794, 854)
varkens-headline (82, 183, 589, 319)
flakkees-p: Dan den Diek op. Bie Jaop in Loes Verhaege an in hoopje van stropie, goele negoosje op ten bekende Diek oor. Mar zie je ok nog wel un dubbeltje tussen de caanten. (1280, 660, 1519, 694)
predik-line: DE SAMARITAAN — 10.15 uur ds. J. T. Czander. (1043, 1711, 1247, 1722)
column-4 (804, 183, 1033, 1312)
predik-line: MIDDELHARNIS — Herv. Kerk 10.00 en 18.30 uur ds. P. de Jager — Ger. Kerk 10.00 uur ds. J. H. Becker — Exodus gemeente 10.00 uur dhr. J. T. H. Marck. (1043, 2223, 1270, 2258)
predik-line: HERKINGEN — Herv. Kerk 19.00 uur ds. J. A. v. d. Linde. (804, 1531, 1033, 1554)
predik-line: SOMMELSDIJK — Herv. Kerk 10.00 uur ds. A. Bessems. (1043, 1687, 1270, 1709)
flakkees-headline (1043, 182, 1594, 230)
zwem-lead: Onder voorzitterschap van dhr. W. Hansen, heeft Z.C. „de Stelle" uit Stellendam, op maandag 22 december j.l. haar jaarvergadering gehouden. Op deze vergadering werd besloten tot een kleine contributieverhoging, het bestuursbid dhr. W. van Seters (niet herkiesbaar) te bedanken tot lid van verdiensten, tot uitbreiding over te gaan van concurrentie met andere zwemclubs uit Nederland om meer wedstrijden te kunnen zwemmen en om te gaan zwemmen tegen K.N.Z.B. startvergunninghouders om div. redenen. (566, 1019, 794, 1144)
column-2 (325, 336, 555, 1447)
wijk-heading: WIJKVERPLEEGSTERS (142, 1966, 254, 1977)
predik-line: DIRKSLAND — Herv. Kerk 10.00 en 18.30 uur ds. D. Dekker, bed. H.D. en 18.00 uur ds. D. Scheepmaker, Dinteloord — Ger. Gem. 10.00 uur ds. J. H. Vos en 18.00 uur ds. J. H. van Ooijen. (1043, 2041, 1270, 2087)
d66-p: Bovendien, zo stellen wij, is er tevens een z.g.n. diefstwer-economische in Ouddorp aanwezig om de vele toeristen van dienst te kunnen zijn. (804, 749, 1033, 784)
telefoon-line: Telefoon 01874 - 1515 (395, 1760, 485, 1772)
zwem-p: Dhr. M. A. Snoey, adviseur van „de Stelle" wees naar het gebruik dat zich op het eiland niet een zwemvereniging bevindt die een wedstrijdploeg hebben geformeerd om in KNZB competitie te gaan meedoen. Hij gaf Dirksland dit alleen doen. Hij liet tevens nog niet weten, maar de toenemende populariteit van het wedstrijdzwemmen en zwemmen, beide de totale zwemsport op het eiland zou zijn, omdat die zwemmers ook van de overige clubs op het eiland met ondertussen gedaan die buiten de K.N.Z.B. competitie kunnen meedoen. (566, 1324, 794, 1449)
d66-title-2: antwoordt (870, 215, 967, 235)
varkens-p1: Ook maakten we eerder melding van de vragen die door Statenlid H. A. v. d. Meer (CDA) uit Numansdorp over de aanwezigheid en de overlast van het bedrijf werden gesteld. Onderstaand treft U een weergave van de vragen en de inmiddels van GS ontvangen beantwoording: (82, 428, 314, 485)
